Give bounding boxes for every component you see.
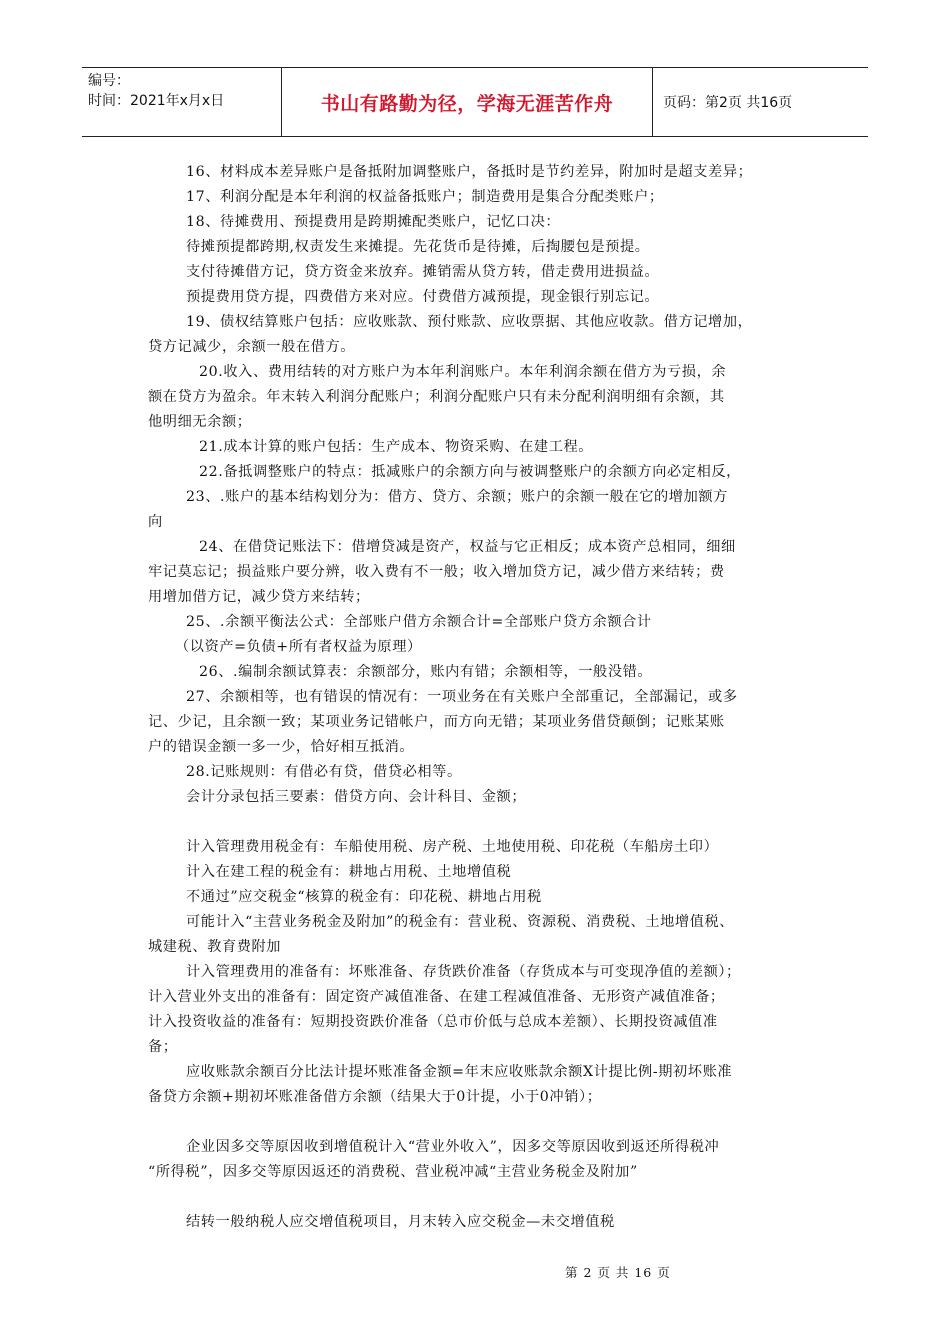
text-line: 备贷方余额+期初坏账准备借方余额（结果大于0计提，小于0冲销）；	[148, 1089, 602, 1105]
text-line: 计入管理费用税金有：车船使用税、房产税、土地使用税、印花税（车船房土印）	[186, 839, 719, 855]
text-line: 计入投资收益的准备有：短期投资跌价准备（总市价低与总成本差额）、长期投资减值准	[148, 1014, 718, 1030]
text-line: 不通过”应交税金“核算的税金有：印花税、耕地占用税	[186, 889, 542, 905]
text-line: 17、利润分配是本年利润的权益备抵账户；制造费用是集合分配类账户；	[186, 189, 664, 205]
text-line: 企业因多交等原因收到增值税计入“营业外收入”，因多交等原因收到返还所得税冲	[186, 1139, 720, 1155]
text-line: 户的错误金额一多一少，恰好相互抵消。	[148, 739, 415, 755]
page-footer: 第 2 页 共 16 页	[565, 1265, 671, 1280]
document-number-label: 编号：	[88, 73, 130, 89]
text-line: 18、待摊费用、预提费用是跨期摊配类账户，记忆口决：	[186, 214, 561, 230]
text-line: （以资产=负债+所有者权益为原理）	[175, 639, 422, 655]
text-line: 25、.余额平衡法公式：全部账户借方余额合计=全部账户贷方余额合计	[186, 614, 652, 630]
text-line: 28.记账规则：有借必有贷，借贷必相等。	[186, 764, 462, 780]
text-line: 计入营业外支出的准备有：固定资产减值准备、在建工程减值准备、无形资产减值准备；	[148, 989, 725, 1005]
text-line: 贷方记减少，余额一般在借方。	[148, 339, 356, 355]
text-line: 19、债权结算账户包括：应收账款、预付账款、应收票据、其他应收款。借方记增加，	[186, 314, 753, 330]
text-line: 备；	[148, 1039, 178, 1055]
text-line: 21.成本计算的账户包括：生产成本、物资采购、在建工程。	[199, 439, 594, 455]
text-line: 24、在借贷记账法下：借增贷减是资产，权益与它正相反；成本资产总相同，细细	[199, 539, 736, 555]
text-line: 他明细无余额；	[148, 414, 252, 430]
text-line: 结转一般纳税人应交增值税项目，月末转入应交税金—未交增值税	[186, 1214, 615, 1230]
document-time-label: 时间：2021年x月x日	[88, 93, 225, 109]
text-line: “所得税”，因多交等原因返还的消费税、营业税冲减“主营业务税金及附加”	[148, 1164, 638, 1180]
header-motto: 书山有路勤为径，学海无涯苦作舟	[282, 68, 653, 136]
text-line: 牢记莫忘记；损益账户要分辨，收入费有不一般；收入增加贷方记，减少借方来结转；费	[148, 564, 725, 580]
text-line: 额在贷方为盈余。年末转入利润分配账户；利润分配账户只有未分配利润明细有余额，其	[148, 389, 725, 405]
text-line: 16、材料成本差异账户是备抵附加调整账户，备抵时是节约差异，附加时是超支差异；	[186, 164, 753, 180]
text-line: 20.收入、费用结转的对方账户为本年利润账户。本年利润余额在借方为亏损，余	[199, 364, 727, 380]
text-line: 支付待摊借方记，贷方资金来放弃。摊销需从贷方转，借走费用进损益。	[186, 264, 660, 280]
header-meta	[82, 68, 282, 136]
header-page-info: 页码：第2页 共16页	[663, 95, 793, 111]
text-line: 记、少记，且余额一致；某项业务记错帐户，而方向无错；某项业务借贷颠倒；记账某账	[148, 714, 725, 730]
text-line: 27、余额相等，也有错误的情况有：一项业务在有关账户全部重记，全部漏记，或多	[186, 689, 738, 705]
text-line: 26、.编制余额试算表：余额部分，账内有错；余额相等，一般没错。	[199, 664, 653, 680]
text-line: 会计分录包括三要素：借贷方向、会计科目、金额；	[186, 789, 527, 805]
text-line: 城建税、教育费附加	[148, 939, 282, 955]
text-line: 待摊预提都跨期,权责发生来摊提。先花货币是待摊，后掏腰包是预提。	[186, 239, 650, 255]
text-line: 23、.账户的基本结构划分为：借方、贷方、余额；账户的余额一般在它的增加额方	[186, 489, 728, 505]
text-line: 用增加借方记，减少贷方来结转；	[148, 589, 370, 605]
text-line: 可能计入“主营业务税金及附加”的税金有：营业税、资源税、消费税、土地增值税、	[186, 914, 735, 930]
text-line: 计入在建工程的税金有：耕地占用税、土地增值税	[186, 864, 512, 880]
text-line: 预提费用贷方提，四费借方来对应。付费借方减预提，现金银行别忘记。	[186, 289, 660, 305]
text-line: 向	[148, 514, 163, 530]
text-line: 应收账款余额百分比法计提坏账准备金额=年末应收账款余额X计提比例-期初坏账准	[186, 1064, 733, 1080]
page-header	[82, 67, 868, 137]
text-line: 22.备抵调整账户的特点：抵减账户的余额方向与被调整账户的余额方向必定相反，	[199, 464, 741, 480]
text-line: 计入管理费用的准备有：坏账准备、存货跌价准备（存货成本与可变现净值的差额）；	[186, 964, 741, 980]
